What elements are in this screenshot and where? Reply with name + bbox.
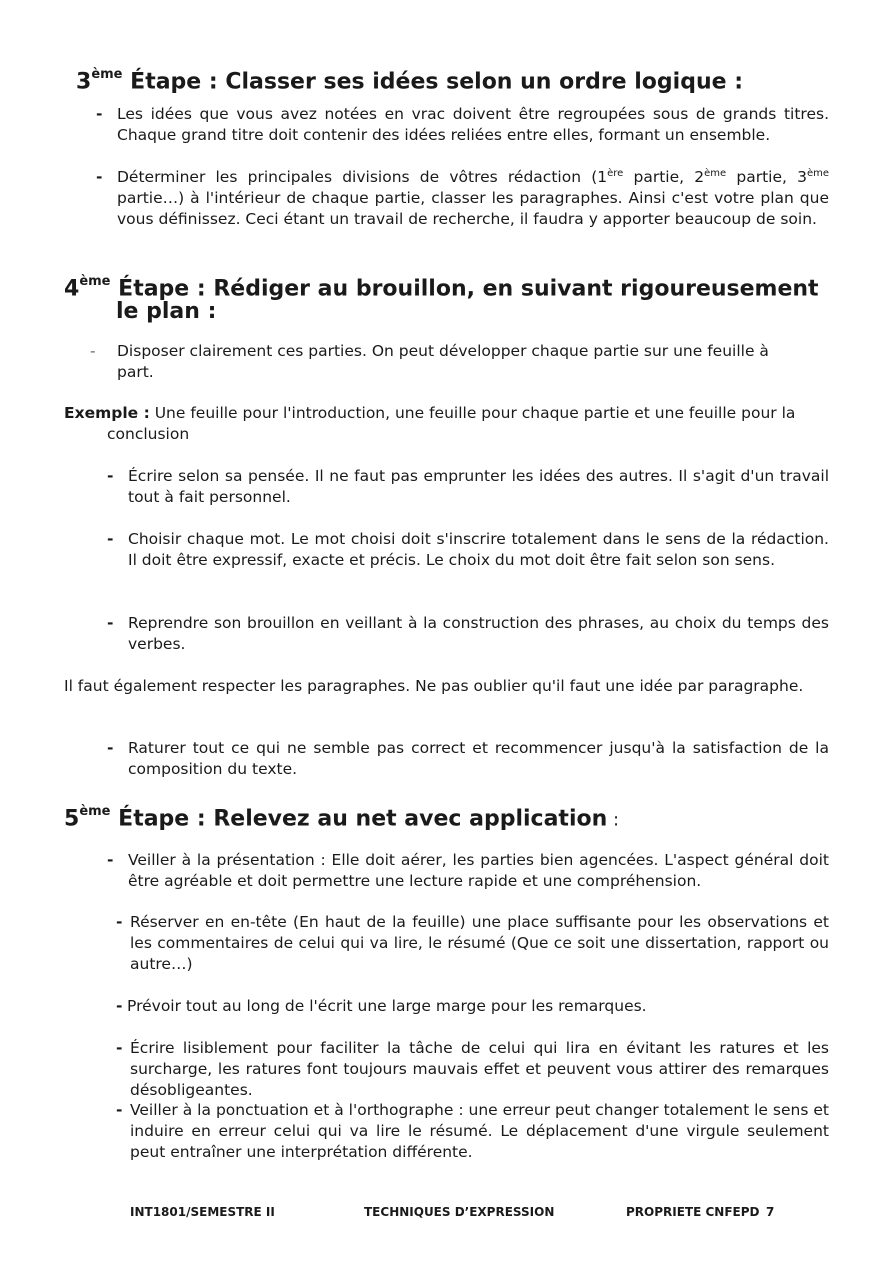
heading-text: le plan :	[116, 299, 217, 324]
bullet-dash: -	[107, 467, 114, 485]
heading-step-5	[64, 799, 619, 835]
ordinal-superscript: ère	[607, 167, 624, 179]
list-item	[107, 738, 829, 780]
ordinal-superscript: ème	[806, 167, 830, 179]
heading-number: 3	[76, 69, 92, 95]
list-item	[107, 466, 829, 508]
list-item	[116, 1038, 829, 1101]
item-text: Reprendre son brouillon en veillant à la construction des phrases, au choix du temps des verbes.	[128, 614, 829, 653]
heading-superscript: ème	[91, 67, 123, 82]
bullet-dash: -	[116, 913, 123, 931]
heading-superscript: ème	[79, 804, 111, 819]
item-text: Veiller à la ponctuation et à l'orthographe : une erreur peut changer totalement le sens et induire en erreur celui qui va lire le résumé. Le déplacement d'une virgule seulement peut entraîner une interprétation différente.	[130, 1101, 829, 1161]
heading-step-3	[76, 62, 743, 97]
heading-text: Étape : Relevez au net avec application	[110, 806, 608, 832]
item-text: Écrire lisiblement pour faciliter la tâche de celui qui lira en évitant les ratures et les surcharge, les ratures font toujours mauvais effet et peuvent vous attirer des remarques désobligeantes.	[130, 1039, 829, 1099]
bullet-dash: -	[116, 997, 123, 1015]
paragraph: Il faut également respecter les paragraphes. Ne pas oublier qu'il faut une idée par paragraphe.	[64, 677, 804, 695]
footer-page-number: 7	[766, 1205, 775, 1219]
heading-step-4-line-2	[116, 297, 216, 327]
heading-text: Étape : Rédiger au brouillon, en suivant rigoureusement	[110, 276, 819, 302]
list-item	[107, 613, 829, 655]
list-item	[107, 850, 829, 892]
heading-superscript: ème	[79, 274, 111, 289]
list-item	[96, 167, 829, 230]
item-text-part: partie, 3	[726, 168, 807, 186]
list-item	[116, 1100, 829, 1163]
bullet-dash: -	[116, 1101, 123, 1119]
item-text: Réserver en en-tête (En haut de la feuille) une place suffisante pour les observations et les commentaires de celui qui va lire, le résumé (Que ce soit une dissertation, rapport ou autre…)	[130, 913, 829, 973]
bullet-dash: -	[116, 1039, 123, 1057]
bullet-dash: -	[107, 851, 114, 869]
footer-course-title: TECHNIQUES D’EXPRESSION	[364, 1205, 555, 1219]
heading-number: 4	[64, 276, 80, 302]
list-item	[96, 104, 829, 146]
item-text: Raturer tout ce qui ne semble pas correct et recommencer jusqu'à la satisfaction de la composition du texte.	[128, 739, 829, 778]
example-label: Exemple :	[64, 404, 150, 422]
heading-number: 5	[64, 806, 80, 832]
item-text: Disposer clairement ces parties. On peut développer chaque partie sur une feuille à part.	[117, 342, 769, 381]
bullet-dash: -	[107, 614, 114, 632]
heading-text: Étape : Classer ses idées selon un ordre logique :	[122, 69, 743, 95]
list-item	[116, 996, 829, 1017]
item-text: Prévoir tout au long de l'écrit une large marge pour les remarques.	[127, 997, 647, 1015]
item-text	[117, 167, 829, 230]
footer-owner: PROPRIETE CNFEPD	[626, 1205, 760, 1219]
item-text: Veiller à la présentation : Elle doit aérer, les parties bien agencées. L'aspect général doit être agréable et doit permettre une lecture rapide et une compréhension.	[128, 851, 829, 890]
list-item	[90, 341, 800, 383]
example-text: Une feuille pour l'introduction, une feuille pour chaque partie et une feuille pour la conclusion	[107, 404, 796, 443]
item-text: Écrire selon sa pensée. Il ne faut pas emprunter les idées des autres. Il s'agit d'un travail tout à fait personnel.	[128, 467, 829, 506]
heading-tail: :	[607, 809, 620, 831]
example-paragraph	[64, 403, 867, 445]
item-text-part: Déterminer les principales divisions de vôtres rédaction (1	[117, 168, 608, 186]
bullet-dash: -	[107, 530, 114, 548]
list-item	[116, 912, 829, 975]
bullet-dash: -	[90, 342, 96, 360]
bullet-dash: -	[96, 168, 103, 186]
bullet-dash: -	[96, 105, 103, 123]
ordinal-superscript: ème	[704, 167, 727, 179]
item-text-part: partie, 2	[623, 168, 705, 186]
item-text: Choisir chaque mot. Le mot choisi doit s'inscrire totalement dans le sens de la rédaction. Il doit être expressif, exacte et précis. Le choix du mot doit être fait selon son sens.	[128, 530, 829, 569]
list-item	[107, 529, 829, 571]
bullet-dash: -	[107, 739, 114, 757]
item-text-part: partie…) à l'intérieur de chaque partie, classer les paragraphes. Ainsi c'est votre plan que vous définissez. Ceci étant un travail de recherche, il faudra y apporter beaucoup de soin.	[117, 189, 829, 228]
footer-course-code: INT1801/SEMESTRE II	[130, 1205, 275, 1219]
item-text: Les idées que vous avez notées en vrac doivent être regroupées sous de grands titres. Chaque grand titre doit contenir des idées reliées entre elles, formant un ensemble.	[117, 105, 829, 144]
